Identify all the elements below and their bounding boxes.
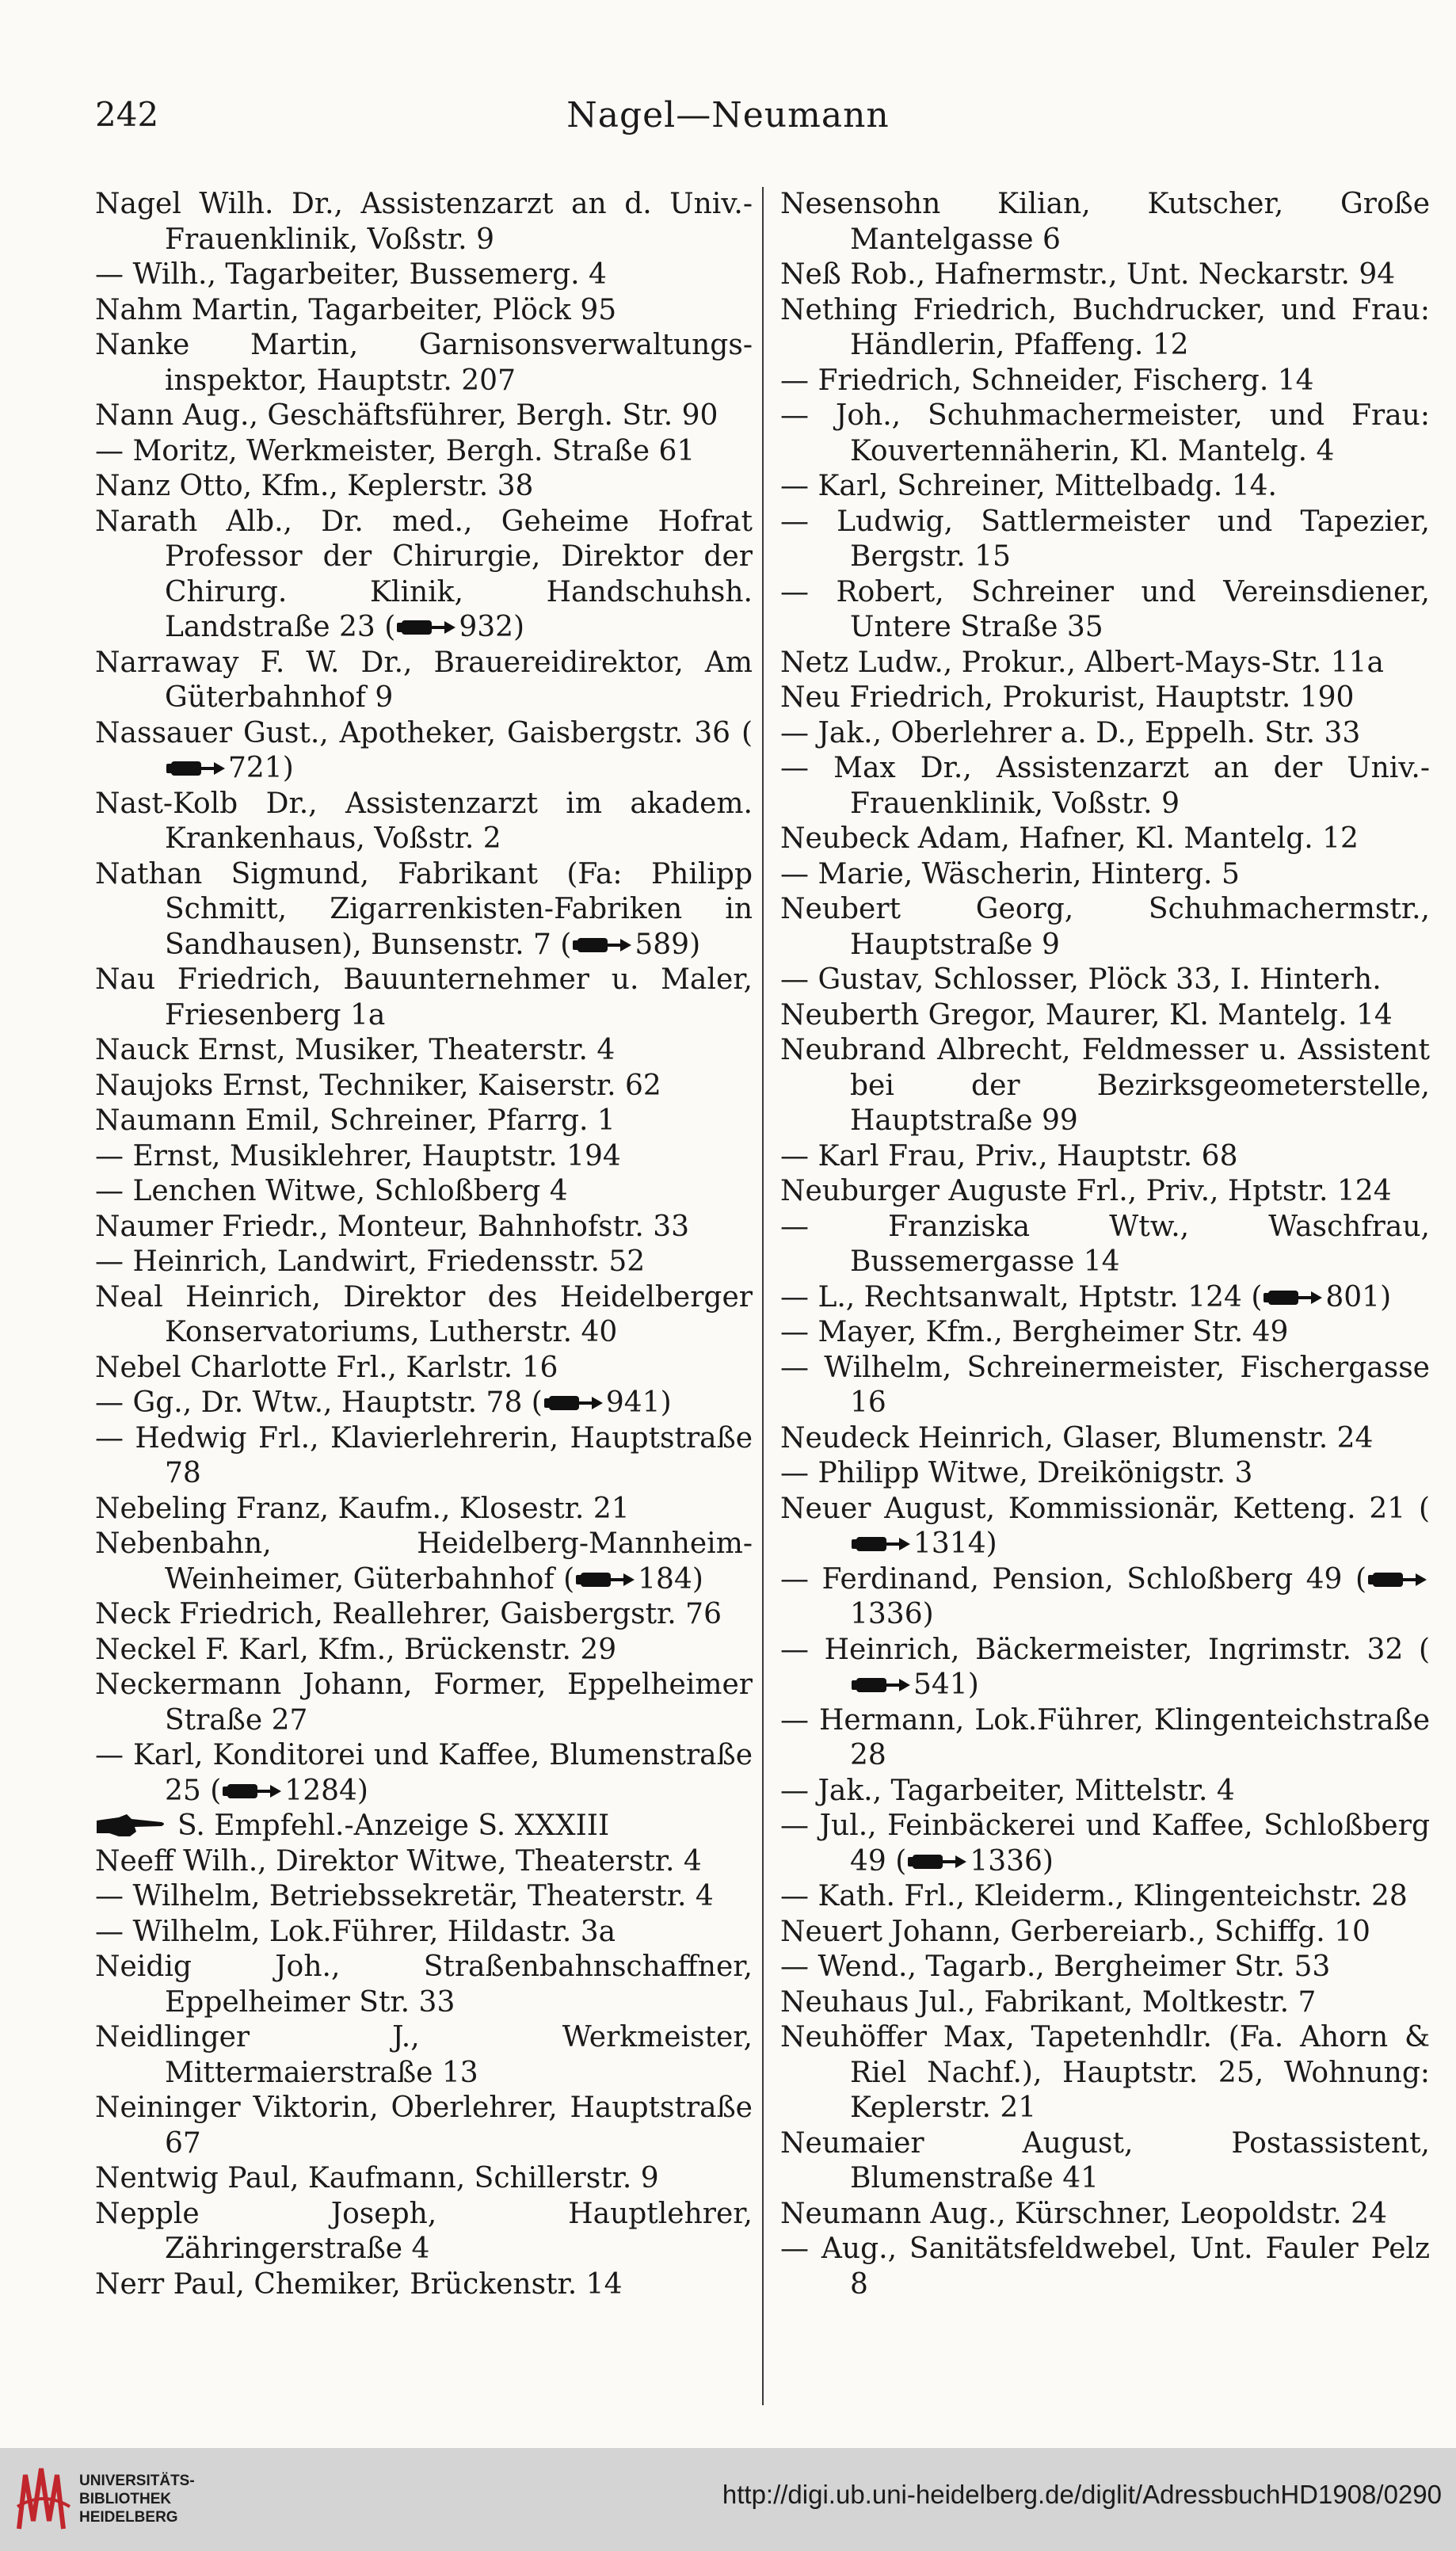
entry-text: — Karl, Schreiner, Mittelbadg. 14. — [780, 470, 1277, 502]
entry-text: — Marie, Wäscherin, Hinterg. 5 — [780, 857, 1240, 890]
directory-entry — [95, 2161, 753, 2197]
entry-text: Nepple Joseph, Hauptlehrer, Zähringerstraße 4 — [95, 2197, 753, 2265]
telephone-icon — [1368, 1569, 1427, 1590]
left-column — [95, 187, 753, 2302]
directory-entry — [780, 1351, 1430, 1421]
entry-text: — Ernst, Musiklehrer, Hauptstr. 194 — [95, 1139, 621, 1173]
pointing-hand-icon — [95, 1813, 166, 1840]
directory-entry — [95, 1386, 753, 1421]
entry-text: Nebel Charlotte Frl., Karlstr. 16 — [95, 1351, 558, 1384]
phone-number: 1336) — [970, 1844, 1054, 1878]
running-head: Nagel—Neumann — [566, 95, 890, 135]
directory-entry — [95, 716, 753, 787]
directory-entry — [95, 1915, 753, 1950]
phone-number: 1314) — [913, 1527, 997, 1560]
directory-entry — [780, 293, 1430, 364]
directory-entry — [780, 751, 1430, 822]
entry-text: Neubert Georg, Schuhmachermstr., Hauptstraße 9 — [780, 893, 1430, 961]
entry-text: Nentwig Paul, Kaufmann, Schillerstr. 9 — [95, 2162, 659, 2194]
directory-entry — [95, 963, 753, 1033]
directory-entry — [95, 293, 753, 329]
directory-entry — [780, 822, 1430, 857]
directory-entry — [780, 1950, 1430, 1985]
entry-text: Neudeck Heinrich, Glaser, Blumenstr. 24 — [780, 1421, 1374, 1455]
entry-text: Nebenbahn, Heidelberg-Mannheim-Weinheimer, Güterbahnhof ( — [95, 1527, 753, 1596]
phone-number: 941) — [605, 1386, 672, 1419]
directory-entry — [780, 2020, 1430, 2126]
entry-text: — Ludwig, Sattlermeister und Tapezier, Bergstr. 15 — [780, 505, 1430, 573]
directory-entry — [95, 1104, 753, 1139]
library-name — [79, 2472, 195, 2526]
library-name-line3: HEIDELBERG — [79, 2509, 178, 2526]
telephone-icon — [576, 1569, 635, 1590]
entry-text: — Heinrich, Landwirt, Friedensstr. 52 — [95, 1245, 646, 1278]
entry-text: Neidig Joh., Straßenbahnschaffner, Eppelheimer Str. 33 — [95, 1950, 753, 2019]
entry-text: Neuhöffer Max, Tapetenhdlr. (Fa. Ahorn & Riel Nachf.), Hauptstr. 25, Wohnung: Keplerstr. 21 — [780, 2021, 1430, 2124]
entry-text: — Jak., Tagarbeiter, Mittelstr. 4 — [780, 1774, 1235, 1807]
entry-text: Nanke Martin, Garnisonsverwaltungs-inspektor, Hauptstr. 207 — [95, 329, 753, 397]
entry-text: — Wilhelm, Lok.Führer, Hildastr. 3a — [95, 1915, 616, 1948]
entry-text: — Ferdinand, Pension, Schloßberg 49 ( — [780, 1562, 1366, 1596]
directory-entry — [95, 1280, 753, 1351]
entry-text: — Gg., Dr. Wtw., Hauptstr. 78 ( — [95, 1386, 543, 1419]
directory-entry — [780, 1915, 1430, 1950]
directory-entry — [780, 646, 1430, 681]
entry-text: Neuhaus Jul., Fabrikant, Moltkestr. 7 — [780, 1985, 1317, 2019]
directory-entry — [780, 505, 1430, 575]
directory-entry — [780, 1985, 1430, 2021]
directory-entry — [780, 963, 1430, 998]
entry-text: — Wilh., Tagarbeiter, Bussemerg. 4 — [95, 258, 607, 291]
directory-entry — [95, 1492, 753, 1527]
entry-text: Neininger Viktorin, Oberlehrer, Hauptstraße 67 — [95, 2092, 753, 2160]
directory-entry — [95, 1351, 753, 1386]
phone-number: 184) — [638, 1562, 703, 1596]
directory-entry — [780, 2126, 1430, 2197]
directory-entry — [780, 1774, 1430, 1809]
entry-text: Neu Friedrich, Prokurist, Hauptstr. 190 — [780, 681, 1355, 714]
directory-entry — [780, 2232, 1430, 2302]
entry-text: Narath Alb., Dr. med., Geheime Hofrat Professor der Chirurgie, Direktor der Chirurg. Klinik, Handschuhsh. Landstraße 23 ( — [95, 505, 753, 643]
entry-text: — Jak., Oberlehrer a. D., Eppelh. Str. 33 — [780, 716, 1361, 749]
directory-entry — [780, 257, 1430, 293]
telephone-icon — [1264, 1287, 1322, 1308]
entry-text: Nanz Otto, Kfm., Keplerstr. 38 — [95, 470, 534, 502]
directory-entry — [780, 1210, 1430, 1280]
directory-entry — [95, 257, 753, 293]
entry-text: — Gustav, Schlosser, Plöck 33, I. Hinterh. — [780, 963, 1382, 996]
entry-text: — Friedrich, Schneider, Fischerg. 14 — [780, 364, 1314, 397]
phone-number: 801) — [1325, 1280, 1392, 1314]
entry-text: — Aug., Sanitätsfeldwebel, Unt. Fauler Pelz 8 — [780, 2233, 1430, 2301]
entry-text: S. Empfehl.-Anzeige S. XXXIII — [177, 1809, 610, 1842]
entry-text: — Heinrich, Bäckermeister, Ingrimstr. 32 ( — [780, 1633, 1430, 1666]
entry-text: — Moritz, Werkmeister, Bergh. Straße 61 — [95, 434, 696, 467]
telephone-icon — [166, 758, 225, 779]
entry-text: Nahm Martin, Tagarbeiter, Plöck 95 — [95, 293, 617, 326]
directory-entry — [95, 2267, 753, 2303]
entry-text: — Max Dr., Assistenzarzt an der Univ.-Frauenklinik, Voßstr. 9 — [780, 752, 1430, 820]
entry-text: — Lenchen Witwe, Schloßberg 4 — [95, 1175, 568, 1207]
directory-entry — [95, 1069, 753, 1104]
directory-entry — [780, 575, 1430, 646]
telephone-icon — [852, 1675, 910, 1695]
directory-entry — [780, 398, 1430, 469]
directory-entry — [780, 892, 1430, 963]
directory-entry — [780, 1633, 1430, 1703]
directory-entry — [95, 1844, 753, 1880]
directory-entry — [95, 469, 753, 505]
directory-entry — [780, 1879, 1430, 1915]
entry-text: — Hermann, Lok.Führer, Klingenteichstraße 28 — [780, 1703, 1430, 1771]
page-number: 242 — [95, 95, 159, 134]
entry-text: Nann Aug., Geschäftsführer, Bergh. Str. 90 — [95, 399, 718, 432]
directory-entry — [95, 1738, 753, 1809]
directory-entry — [95, 187, 753, 257]
directory-entry — [95, 1527, 753, 1597]
directory-entry — [780, 1139, 1430, 1175]
telephone-icon — [852, 1534, 910, 1554]
directory-entry — [780, 1492, 1430, 1562]
entry-text: Netz Ludw., Prokur., Albert-Mays-Str. 11a — [780, 646, 1384, 679]
entry-text: — Karl, Konditorei und Kaffee, Blumenstraße 25 ( — [95, 1739, 753, 1807]
telephone-icon — [573, 935, 631, 955]
directory-entry — [780, 1315, 1430, 1351]
directory-entry — [780, 1456, 1430, 1492]
entry-text: — Franziska Wtw., Waschfrau, Bussemergasse 14 — [780, 1210, 1430, 1278]
entry-text: Neuberth Gregor, Maurer, Kl. Mantelg. 14 — [780, 998, 1393, 1031]
telephone-icon — [544, 1393, 603, 1413]
directory-entry — [780, 681, 1430, 716]
directory-entry — [780, 1033, 1430, 1139]
directory-entry — [95, 1950, 753, 2020]
entry-text: Neckermann Johann, Former, Eppelheimer Straße 27 — [95, 1668, 753, 1737]
entry-text: Naujoks Ernst, Techniker, Kaiserstr. 62 — [95, 1069, 661, 1102]
entry-text: Neuert Johann, Gerbereiarb., Schiffg. 10 — [780, 1915, 1370, 1948]
entry-text: Neubeck Adam, Hafner, Kl. Mantelg. 12 — [780, 822, 1359, 855]
directory-entry — [95, 857, 753, 963]
directory-entry — [780, 1280, 1430, 1316]
entry-text: Neidlinger J., Werkmeister, Mittermaierstraße 13 — [95, 2021, 753, 2089]
directory-entry — [95, 1633, 753, 1668]
directory-entry — [780, 1809, 1430, 1879]
phone-number: 1336) — [850, 1598, 934, 1630]
directory-entry — [95, 1033, 753, 1069]
phone-number: 589) — [635, 928, 701, 961]
footer-bar — [0, 2448, 1456, 2551]
entry-text: Nesensohn Kilian, Kutscher, Große Mantelgasse 6 — [780, 188, 1430, 256]
entry-text: Narraway F. W. Dr., Brauereidirektor, Am Güterbahnhof 9 — [95, 646, 753, 714]
directory-entry — [95, 1597, 753, 1633]
library-name-line2: BIBLIOTHEK — [79, 2491, 172, 2507]
entry-text: — Philipp Witwe, Dreikönigstr. 3 — [780, 1457, 1253, 1489]
phone-number: 721) — [228, 752, 294, 784]
directory-entry — [780, 469, 1430, 505]
entry-text: Neumann Aug., Kürschner, Leopoldstr. 24 — [780, 2197, 1387, 2230]
directory-entry — [95, 2091, 753, 2161]
phone-number: 932) — [459, 611, 525, 643]
entry-text: Nagel Wilh. Dr., Assistenzarzt an d. Univ.-Frauenklinik, Voßstr. 9 — [95, 188, 753, 256]
phone-number: 541) — [913, 1668, 979, 1701]
entry-text: Neß Rob., Hafnermstr., Unt. Neckarstr. 94 — [780, 258, 1396, 291]
entry-text: — Joh., Schuhmachermeister, und Frau: Kouvertennäherin, Kl. Mantelg. 4 — [780, 399, 1430, 467]
directory-entry — [780, 364, 1430, 399]
entry-text: Nething Friedrich, Buchdrucker, und Frau: Händlerin, Pfaffeng. 12 — [780, 293, 1430, 361]
entry-text: Neck Friedrich, Reallehrer, Gaisbergstr. 76 — [95, 1598, 722, 1630]
directory-entry — [95, 2197, 753, 2267]
entry-text: Nauck Ernst, Musiker, Theaterstr. 4 — [95, 1034, 616, 1066]
directory-entry — [95, 1210, 753, 1245]
directory-entry — [95, 328, 753, 398]
entry-text: — Jul., Feinbäckerei und Kaffee, Schloßberg 49 ( — [780, 1809, 1430, 1878]
directory-entry — [780, 2197, 1430, 2233]
phone-number: 1284) — [284, 1774, 368, 1807]
telephone-icon — [223, 1781, 281, 1802]
library-logo-icon[interactable] — [14, 2459, 73, 2538]
entry-text: Neeff Wilh., Direktor Witwe, Theaterstr. 4 — [95, 1844, 702, 1878]
directory-entry — [95, 434, 753, 470]
entry-text: — Karl Frau, Priv., Hauptstr. 68 — [780, 1139, 1238, 1173]
entry-text: — Wilhelm, Betriebssekretär, Theaterstr. 4 — [95, 1880, 714, 1912]
directory-entry — [95, 1245, 753, 1280]
directory-entry — [95, 398, 753, 434]
directory-entry — [95, 1174, 753, 1210]
directory-entry — [95, 1668, 753, 1738]
entry-text: Nast-Kolb Dr., Assistenzarzt im akadem. Krankenhaus, Voßstr. 2 — [95, 787, 753, 855]
entry-text: — Kath. Frl., Kleiderm., Klingenteichstr. 28 — [780, 1880, 1408, 1912]
directory-entry — [95, 1809, 753, 1844]
directory-entry — [780, 1421, 1430, 1457]
directory-entry — [95, 1139, 753, 1175]
entry-text: — Hedwig Frl., Klavierlehrerin, Hauptstraße 78 — [95, 1421, 753, 1489]
directory-entry — [780, 1562, 1430, 1633]
library-name-line1: UNIVERSITÄTS- — [79, 2473, 195, 2489]
telephone-icon — [908, 1851, 966, 1872]
directory-entry — [780, 1703, 1430, 1774]
entry-text: Neckel F. Karl, Kfm., Brückenstr. 29 — [95, 1633, 617, 1666]
source-url-link[interactable]: http://digi.ub.uni-heidelberg.de/diglit/AdressbuchHD1908/0290 — [722, 2480, 1442, 2509]
directory-entry — [95, 1421, 753, 1492]
entry-text: — Wilhelm, Schreinermeister, Fischergasse 16 — [780, 1351, 1430, 1419]
entry-text: Neuer August, Kommissionär, Ketteng. 21 ( — [780, 1492, 1430, 1525]
directory-entry — [95, 2020, 753, 2091]
entry-text: Nerr Paul, Chemiker, Brückenstr. 14 — [95, 2267, 623, 2301]
entry-text: Neal Heinrich, Direktor des Heidelberger Konservatoriums, Lutherstr. 40 — [95, 1280, 753, 1348]
entry-text: Neuburger Auguste Frl., Priv., Hptstr. 124 — [780, 1175, 1392, 1207]
directory-entry — [780, 716, 1430, 752]
directory-entry — [95, 787, 753, 857]
directory-entry — [95, 505, 753, 646]
entry-text: — Robert, Schreiner und Vereinsdiener, Untere Straße 35 — [780, 575, 1430, 643]
telephone-icon — [397, 617, 455, 638]
directory-entry — [780, 857, 1430, 893]
page-header — [95, 95, 1361, 143]
entry-text: Neubrand Albrecht, Feldmesser u. Assistent bei der Bezirksgeometerstelle, Hauptstraße 99 — [780, 1034, 1430, 1137]
entry-text: Nathan Sigmund, Fabrikant (Fa: Philipp Schmitt, Zigarrenkisten-Fabriken in Sandhausen), Bunsenstr. 7 ( — [95, 857, 753, 961]
directory-entry — [780, 1174, 1430, 1210]
entry-text: Nebeling Franz, Kaufm., Klosestr. 21 — [95, 1492, 630, 1525]
entry-text: — L., Rechtsanwalt, Hptstr. 124 ( — [780, 1280, 1263, 1314]
entry-text: Nassauer Gust., Apotheker, Gaisbergstr. 36 ( — [95, 716, 753, 749]
directory-entry — [95, 1879, 753, 1915]
directory-entry — [780, 187, 1430, 257]
entry-text: — Mayer, Kfm., Bergheimer Str. 49 — [780, 1316, 1289, 1348]
entry-text: Nau Friedrich, Bauunternehmer u. Maler, Friesenberg 1a — [95, 963, 753, 1031]
entry-text: — Wend., Tagarb., Bergheimer Str. 53 — [780, 1950, 1331, 1983]
directory-entry — [780, 998, 1430, 1034]
right-column — [780, 187, 1430, 2302]
directory-entry — [95, 646, 753, 716]
column-divider — [762, 187, 764, 2405]
entry-text: Neumaier August, Postassistent, Blumenstraße 41 — [780, 2126, 1430, 2194]
entry-text: Naumer Friedr., Monteur, Bahnhofstr. 33 — [95, 1210, 690, 1243]
entry-text: Naumann Emil, Schreiner, Pfarrg. 1 — [95, 1104, 616, 1137]
